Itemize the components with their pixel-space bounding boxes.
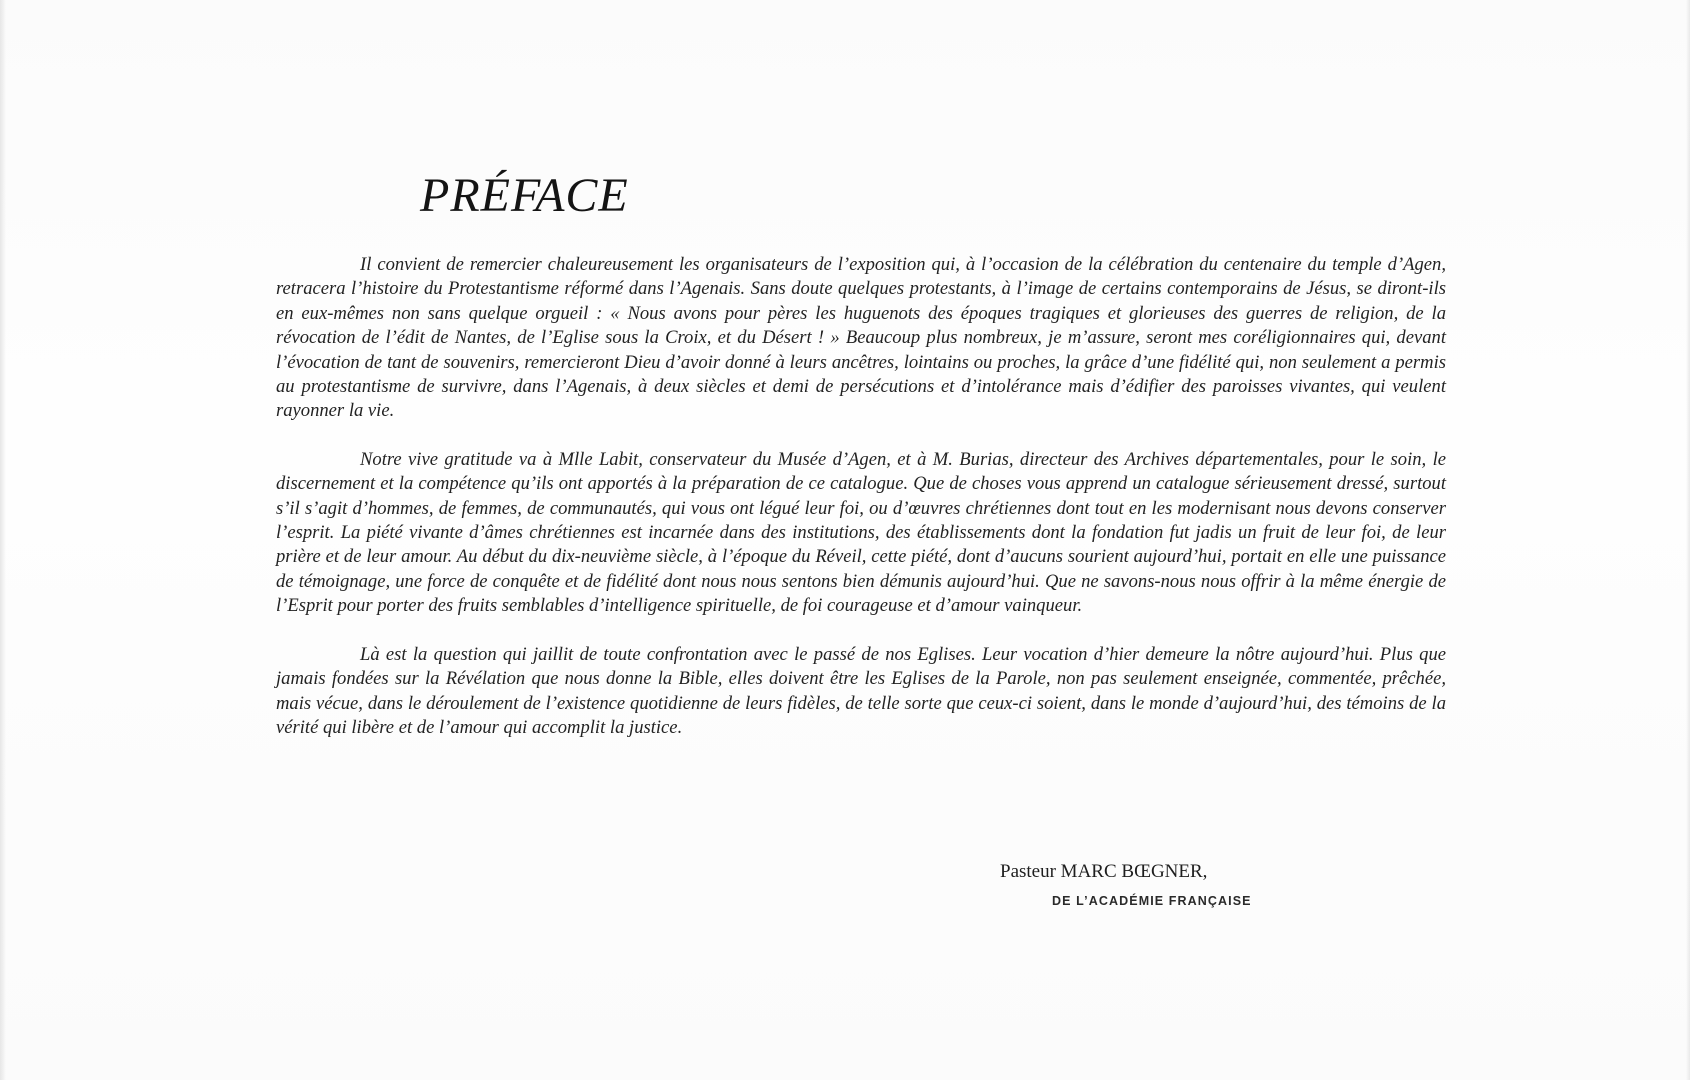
paragraph-1: Il convient de remercier chaleureusement les organisateurs de l’exposition qui, à l’occasion de la célébration du centenaire du temple d’Agen, retracera l’histoire du Protestantisme réformé dans l’Agenais. Sans doute quelques protestants, à l’image de certains contemporains de Jésus, se diront-ils en eux-mêmes non sans quelque orgueil : « Nous avons pour pères les huguenots des époques tragiques et glorieuses des guerres de religion, de la révocation de l’édit de Nantes, de l’Eglise sous la Croix, et du Désert ! » Beaucoup plus nombreux, je m’assure, seront mes coréligionnaires qui, devant l’évocation de tant de souvenirs, remercieront Dieu d’avoir donné à leurs ancêtres, lointains ou proches, la grâce d’une fidélité qui, non seulement a permis au protestantisme de survivre, dans l’Agenais, à deux siècles et demi de persécutions et d’intolérance mais d’édifier des paroisses vivantes, qui veulent rayonner la vie. bbox=[276, 254, 1446, 422]
signature-block bbox=[1000, 861, 1300, 908]
page-title: PRÉFACE bbox=[420, 169, 629, 222]
page-edge-right bbox=[1686, 0, 1690, 1080]
signature-affiliation: DE L’ACADÉMIE FRANÇAISE bbox=[1052, 894, 1252, 908]
paragraph-3: Là est la question qui jaillit de toute confrontation avec le passé de nos Eglises. Leur vocation d’hier demeure la nôtre aujourd’hui. Plus que jamais fondées sur la Révélation que nous donne la Bible, elles doivent être les Eglises de la Parole, non pas seulement enseignée, commentée, prêchée, mais vécue, dans le déroulement de l’existence quotidienne de leurs fidèles, de telle sorte que ceux-ci soient, dans le monde d’aujourd’hui, des témoins de la vérité qui libère et de l’amour qui accomplit la justice. bbox=[276, 643, 1446, 738]
page-edge-left bbox=[0, 0, 6, 1080]
signature-name: Pasteur MARC BŒGNER, bbox=[1000, 861, 1208, 882]
preface-body bbox=[276, 253, 1446, 740]
paragraph-2: Notre vive gratitude va à Mlle Labit, conservateur du Musée d’Agen, et à M. Burias, directeur des Archives départementales, pour le soin, le discernement et la compétence qu’ils ont apportés à la préparation de ce catalogue. Que de choses vous apprend un catalogue sérieusement dressé, surtout s’il s’agit d’hommes, de femmes, de communautés, qui vous ont légué leur foi, ou d’œuvres chrétiennes dont tout en les modernisant nous devons conserver l’esprit. La piété vivante d’âmes chrétiennes est incarnée dans des institutions, des établissements dont la fondation fut jadis un fruit de leur foi, de leur prière et de leur amour. Au début du dix-neuvième siècle, à l’époque du Réveil, cette piété, dont d’aucuns sourient aujourd’hui, portait en elle une puissance de témoignage, une force de conquête et de fidélité dont nous nous sentons bien démunis aujourd’hui. Que ne savons-nous nous offrir à la même énergie de l’Esprit pour porter des fruits semblables d’intelligence spirituelle, de foi courageuse et d’amour vainqueur. bbox=[276, 448, 1446, 617]
